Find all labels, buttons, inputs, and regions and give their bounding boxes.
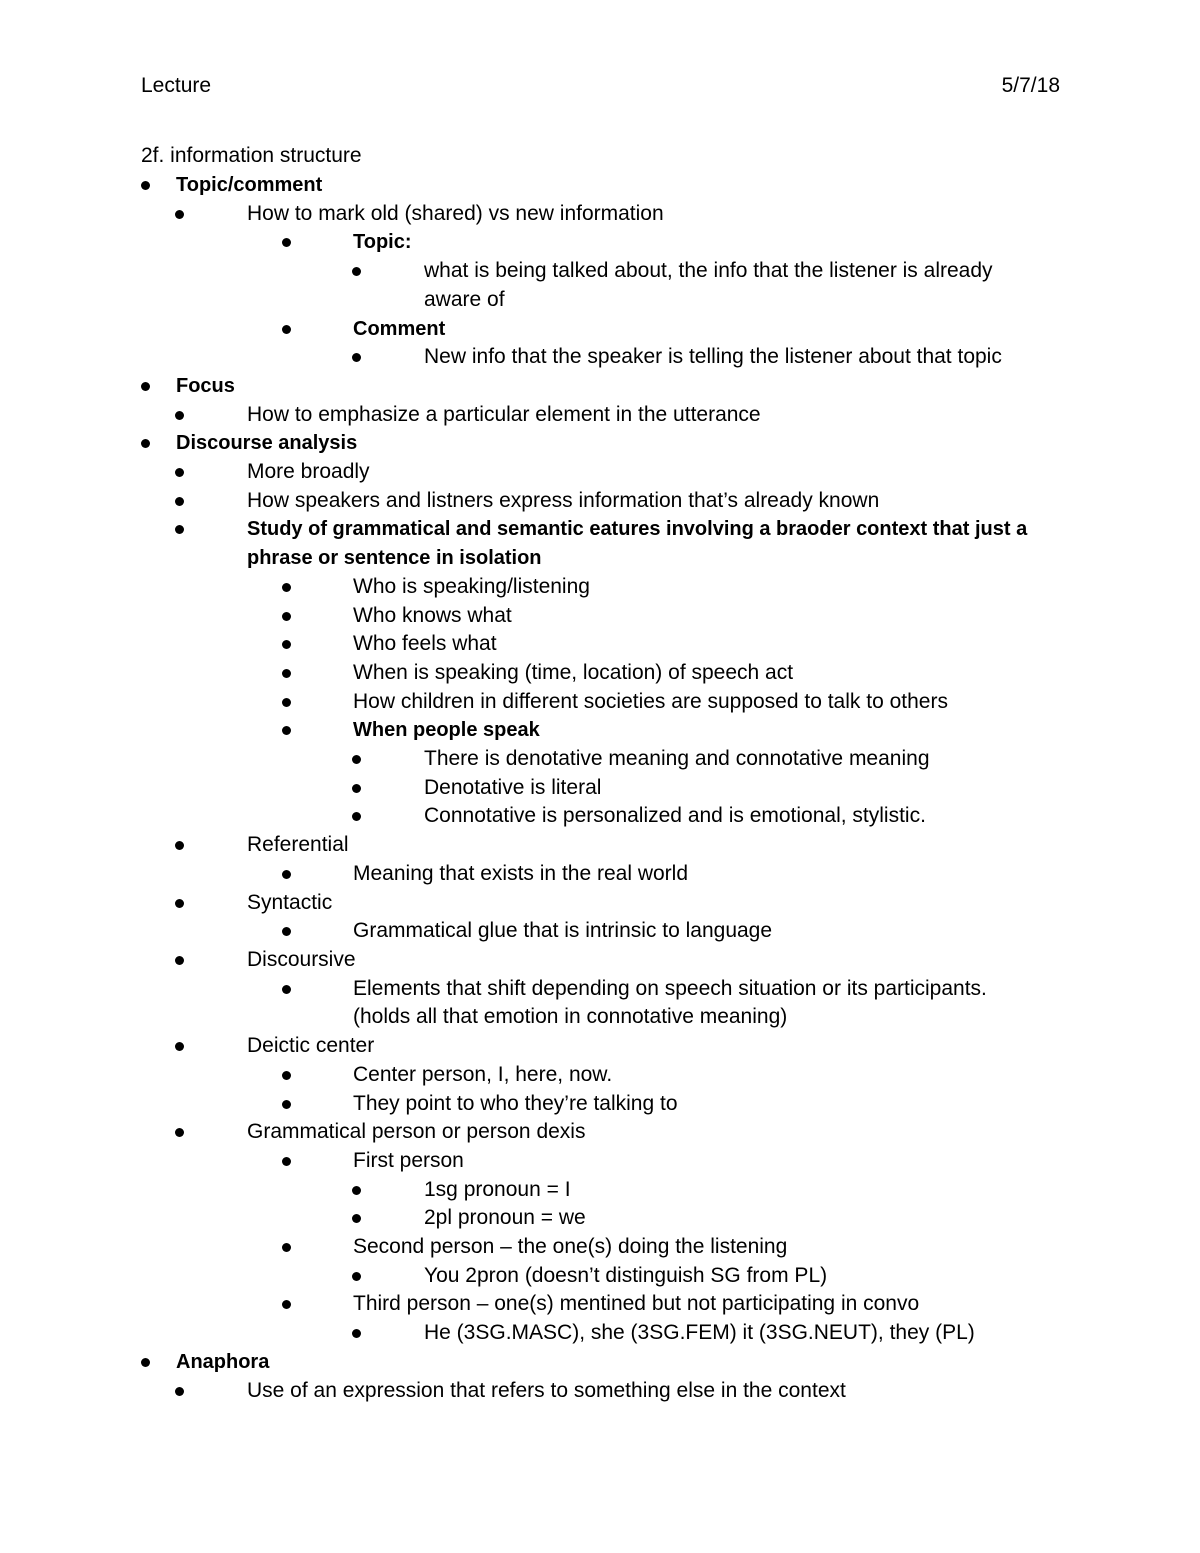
outline-item-level-3 xyxy=(0,602,1033,631)
outline-item-level-2 xyxy=(0,200,1067,229)
bullet-icon xyxy=(282,870,291,879)
bullet-icon xyxy=(282,238,291,247)
outline-item-text: How speakers and listners express information that’s already known xyxy=(247,488,880,512)
bullet-icon xyxy=(141,181,150,190)
outline-item-text: Meaning that exists in the real world xyxy=(353,861,689,885)
outline-item-text: More broadly xyxy=(247,460,370,484)
bullet-icon xyxy=(282,1243,291,1252)
outline-item-level-2 xyxy=(0,831,1067,860)
bullet-icon xyxy=(352,1329,361,1338)
outline-item-level-3 xyxy=(0,659,1033,688)
bullet-icon xyxy=(352,812,361,821)
outline-item-text: Who knows what xyxy=(353,603,512,627)
header-title: Lecture xyxy=(141,74,212,97)
outline-item-text: When people speak xyxy=(353,719,540,742)
outline-item-text: Topic/comment xyxy=(176,174,323,196)
bullet-icon xyxy=(175,1387,184,1396)
outline-item-level-4 xyxy=(0,1176,1024,1205)
bullet-icon xyxy=(141,382,150,391)
outline-item-text: He (3SG.MASC), she (3SG.FEM) it (3SG.NEUT), they (PL) xyxy=(424,1321,975,1345)
outline-item-text: Center person, I, here, now. xyxy=(353,1062,613,1086)
outline-item-level-2 xyxy=(0,1118,1067,1147)
bullet-icon xyxy=(282,612,291,621)
outline-item-level-1 xyxy=(0,1348,976,1377)
header-date: 5/7/18 xyxy=(1001,74,1060,97)
outline-item-text: Anaphora xyxy=(176,1350,270,1373)
outline-item-text: First person xyxy=(353,1148,464,1172)
outline-item-text: Third person – one(s) mentined but not participating in convo xyxy=(353,1292,920,1316)
bullet-icon xyxy=(175,1042,184,1051)
bullet-icon xyxy=(175,1128,184,1137)
outline-item-level-3 xyxy=(0,1147,1033,1176)
outline-item-text: Grammatical glue that is intrinsic to language xyxy=(353,919,773,943)
outline-item-level-1 xyxy=(0,429,976,458)
bullet-icon xyxy=(282,325,291,334)
outline-item-level-2 xyxy=(0,458,1067,487)
outline-item-text: Referential xyxy=(247,833,349,857)
outline-item-level-4 xyxy=(0,802,1024,831)
outline-item-text: Focus xyxy=(176,374,235,397)
outline-item-text: Who is speaking/listening xyxy=(353,574,590,598)
notes-outline xyxy=(0,171,1200,1405)
outline-item-text: Who feels what xyxy=(353,632,497,656)
outline-item-level-4 xyxy=(0,1262,1024,1291)
outline-item-level-1 xyxy=(0,171,976,200)
outline-item-text: Second person – the one(s) doing the listening xyxy=(353,1235,788,1259)
bullet-icon xyxy=(282,1100,291,1109)
outline-item-text: How to mark old (shared) vs new information xyxy=(247,201,664,225)
bullet-icon xyxy=(282,583,291,592)
outline-item-level-2 xyxy=(0,487,1067,516)
outline-item-text: Elements that shift depending on speech situation or its participants. (holds all that emotion in connotative meaning) xyxy=(353,976,987,1029)
bullet-icon xyxy=(282,927,291,936)
bullet-icon xyxy=(352,1272,361,1281)
outline-item-level-3 xyxy=(0,1090,1033,1119)
outline-item-level-3 xyxy=(0,573,1033,602)
bullet-icon xyxy=(175,468,184,477)
outline-item-text: Study of grammatical and semantic eatures involving a braoder context that just a phrase or sentence in isolation xyxy=(247,518,1028,570)
bullet-icon xyxy=(352,353,361,362)
outline-item-text: 2pl pronoun = we xyxy=(424,1206,586,1230)
bullet-icon xyxy=(175,525,184,534)
outline-item-level-3 xyxy=(0,228,1033,257)
bullet-icon xyxy=(352,784,361,793)
outline-item-level-2 xyxy=(0,1377,1067,1406)
outline-item-level-2 xyxy=(0,889,1067,918)
bullet-icon xyxy=(282,1157,291,1166)
outline-item-text: They point to who they’re talking to xyxy=(353,1091,678,1115)
outline-item-level-1 xyxy=(0,372,976,401)
outline-item-text: Comment xyxy=(353,317,446,340)
outline-item-level-4 xyxy=(0,1204,1024,1233)
bullet-icon xyxy=(175,210,184,219)
outline-item-level-4 xyxy=(0,745,1024,774)
outline-item-level-2 xyxy=(0,946,1067,975)
outline-item-text: Grammatical person or person dexis xyxy=(247,1120,586,1144)
bullet-icon xyxy=(352,755,361,764)
bullet-icon xyxy=(175,841,184,850)
outline-item-level-3 xyxy=(0,1061,1033,1090)
outline-item-level-4 xyxy=(0,1319,1024,1348)
outline-item-level-3 xyxy=(0,688,1033,717)
outline-item-level-2 xyxy=(0,1032,1067,1061)
outline-item-text: Syntactic xyxy=(247,890,333,914)
outline-item-text: 1sg pronoun = I xyxy=(424,1177,571,1201)
outline-item-level-3 xyxy=(0,315,1033,344)
outline-item-text: Discoursive xyxy=(247,947,356,971)
bullet-icon xyxy=(282,1300,291,1309)
outline-item-level-3 xyxy=(0,630,1033,659)
bullet-icon xyxy=(282,1071,291,1080)
bullet-icon xyxy=(175,899,184,908)
outline-item-level-3 xyxy=(0,917,1033,946)
outline-item-text: How children in different societies are supposed to talk to others xyxy=(353,689,948,713)
bullet-icon xyxy=(141,439,150,448)
outline-item-text: Topic: xyxy=(353,231,412,254)
outline-item-level-2 xyxy=(0,515,1067,572)
bullet-icon xyxy=(175,411,184,420)
outline-item-level-2 xyxy=(0,401,1067,430)
outline-item-level-3 xyxy=(0,1233,1033,1262)
bullet-icon xyxy=(352,1186,361,1195)
outline-item-level-3 xyxy=(0,1290,1033,1319)
outline-item-level-4 xyxy=(0,774,1024,803)
outline-item-level-3 xyxy=(0,716,1033,745)
outline-item-text: Denotative is literal xyxy=(424,775,602,799)
bullet-icon xyxy=(175,956,184,965)
bullet-icon xyxy=(141,1358,150,1367)
outline-item-text: You 2pron (doesn’t distinguish SG from PL) xyxy=(424,1263,828,1287)
section-title: 2f. information structure xyxy=(141,144,362,167)
bullet-icon xyxy=(282,669,291,678)
bullet-icon xyxy=(175,497,184,506)
bullet-icon xyxy=(352,1214,361,1223)
outline-item-level-3 xyxy=(0,975,1033,1032)
outline-item-text: New info that the speaker is telling the listener about that topic xyxy=(424,345,1002,369)
outline-item-text: Connotative is personalized and is emotional, stylistic. xyxy=(424,804,926,828)
bullet-icon xyxy=(352,267,361,276)
bullet-icon xyxy=(282,985,291,994)
outline-item-text: There is denotative meaning and connotative meaning xyxy=(424,747,930,771)
bullet-icon xyxy=(282,640,291,649)
bullet-icon xyxy=(282,726,291,735)
outline-item-text: what is being talked about, the info that the listener is already aware of xyxy=(424,259,993,311)
outline-item-level-4 xyxy=(0,343,1024,372)
outline-item-text: Use of an expression that refers to something else in the context xyxy=(247,1378,846,1402)
outline-item-text: When is speaking (time, location) of speech act xyxy=(353,660,794,684)
outline-item-text: Discourse analysis xyxy=(176,432,358,455)
outline-item-level-3 xyxy=(0,860,1033,889)
outline-item-text: How to emphasize a particular element in the utterance xyxy=(247,402,761,426)
bullet-icon xyxy=(282,698,291,707)
outline-item-level-4 xyxy=(0,257,1024,314)
outline-item-text: Deictic center xyxy=(247,1034,375,1058)
